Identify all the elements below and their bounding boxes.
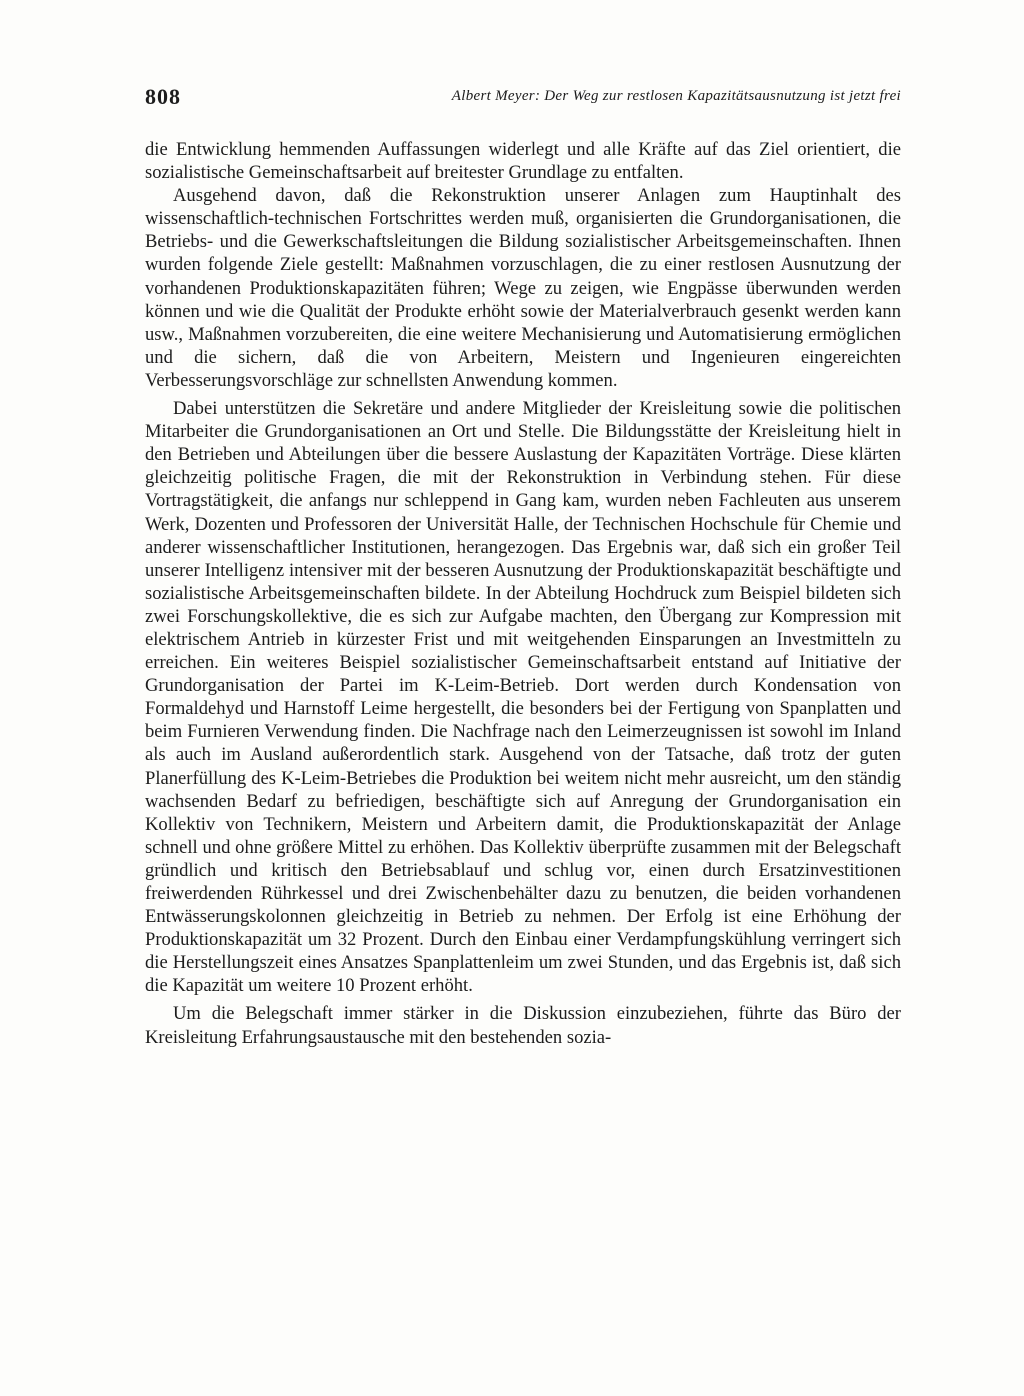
paragraph: Um die Belegschaft immer stärker in die Diskussion einzubeziehen, führte das Büro der Kreisleitung Erfahrungsaustausche mit den bestehenden sozia- [145,1003,901,1048]
page-header [145,84,901,114]
body-text [145,138,901,1049]
paragraph: Ausgehend davon, daß die Rekonstruktion unserer Anlagen zum Hauptinhalt des wissenschaftlich-technischen Fortschrittes werden muß, organisierten die Grundorganisationen, die Betriebs- und die Gewerkschaftsleitungen die Bildung sozialistischer Arbeitsgemeinschaften. Ihnen wurden folgende Ziele gestellt: Maßnahmen vorzuschlagen, die zu einer restlosen Ausnutzung der vorhandenen Produktionskapazitäten führen; Wege zu zeigen, wie Engpässe überwunden werden können und wie die Qualität der Produkte erhöht sowie der Materialverbrauch gesenkt werden kann usw., Maßnahmen vorzubereiten, die eine weitere Mechanisierung und Automatisierung ermöglichen und die sichern, daß die von Arbeitern, Meistern und Ingenieuren eingereichten Verbesserungsvorschläge zur schnellsten Anwendung kommen. [145,185,901,391]
running-title: Albert Meyer: Der Weg zur restlosen Kapazitätsausnutzung ist jetzt frei [451,88,901,104]
paragraph: Dabei unterstützen die Sekretäre und andere Mitglieder der Kreisleitung sowie die politischen Mitarbeiter die Grundorganisationen an Ort und Stelle. Die Bildungsstätte der Kreisleitung hielt in den Betrieben und Abteilungen über die bessere Auslastung der Kapazitäten Vorträge. Diese klärten gleichzeitig politische Fragen, die mit der Rekonstruktion in Verbindung stehen. Für diese Vortragstätigkeit, die anfangs nur schleppend in Gang kam, wurden neben Fachleuten aus unserem Werk, Dozenten und Professoren der Universität Halle, der Technischen Hochschule für Chemie und anderer wissenschaftlicher Institutionen, herangezogen. Das Ergebnis war, daß sich ein großer Teil unserer Intelligenz intensiver mit der besseren Ausnutzung der Produktionskapazität beschäftigte und sozialistische Arbeitsgemeinschaften bildete. In der Abteilung Hochdruck zum Beispiel bildeten sich zwei Forschungskollektive, die es sich zur Aufgabe machten, den Übergang zur Kompression mit elektrischem Antrieb in kürzester Frist und mit weitgehenden Einsparungen an Investmitteln zu erreichen. Ein weiteres Beispiel sozialistischer Gemeinschaftsarbeit entstand auf Initiative der Grundorganisation der Partei im K-Leim-Betrieb. Dort werden durch Kondensation von Formaldehyd und Harnstoff Leime hergestellt, die besonders bei der Fertigung von Spanplatten und beim Furnieren Verwendung finden. Die Nachfrage nach den Leimerzeugnissen ist sowohl im Inland als auch im Ausland außerordentlich stark. Ausgehend von der Tatsache, daß trotz der guten Planerfüllung des K-Leim-Betriebes die Produktion bei weitem nicht mehr ausreicht, um den ständig wachsenden Bedarf zu befriedigen, beschäftigte sich auf Anregung der Grundorganisation ein Kollektiv von Technikern, Meistern und Arbeitern damit, die Produktionskapazität der Anlage schnell und ohne größere Mittel zu erhöhen. Das Kollektiv überprüfte zusammen mit der Belegschaft gründlich und kritisch den Betriebsablauf und schlug vor, einen durch Ersatzinvestitionen freiwerdenden Rührkessel und drei Zwischenbehälter dazu zu benutzen, die beiden vorhandenen Entwässerungskolonnen gleichzeitig in Betrieb zu nehmen. Der Erfolg ist eine Erhöhung der Produktionskapazität um 32 Prozent. Durch den Einbau einer Verdampfungskühlung verringert sich die Herstellungszeit eines Ansatzes Spanplattenleim um zwei Stunden, und das Ergebnis ist, daß sich die Kapazität um weitere 10 Prozent erhöht. [145,398,901,997]
page-number: 808 [145,84,181,109]
paragraph-continuation: die Entwicklung hemmenden Auffassungen widerlegt und alle Kräfte auf das Ziel orientiert, die sozialistische Gemeinschaftsarbeit auf breitester Grundlage zu entfalten. [145,139,901,184]
